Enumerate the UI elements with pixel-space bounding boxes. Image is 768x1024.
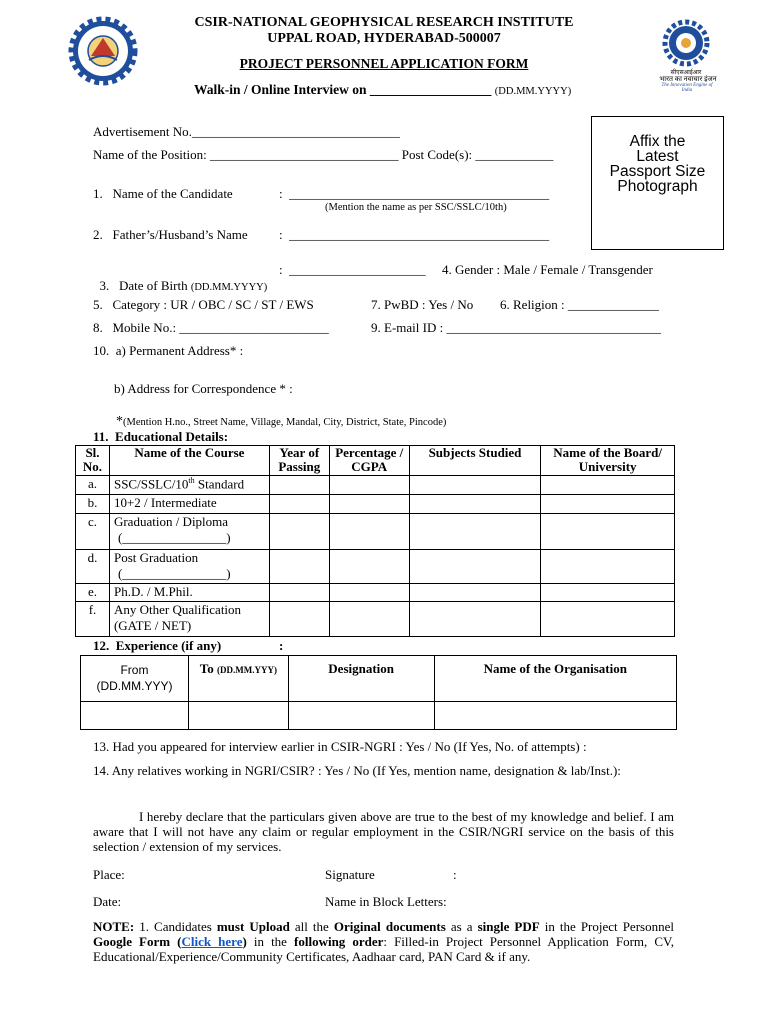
question-14[interactable]: 14. Any relatives working in NGRI/CSIR? : Yes / No (If Yes, mention name, designation & lab/Inst.): [93,763,621,778]
year-cell[interactable] [269,584,329,602]
pct-cell[interactable] [329,584,409,602]
question-13[interactable]: 13. Had you appeared for interview earlier in CSIR-NGRI : Yes / No (If Yes, No. of attempts) : [93,739,587,754]
table-row [81,702,677,730]
position-field[interactable]: Name of the Position: _____________________________ Post Code(s): ____________ [93,147,554,162]
subj-cell[interactable] [409,550,541,584]
experience-colon: : [279,638,284,653]
subj-cell[interactable] [409,514,541,550]
signature-label: Signature [325,867,375,882]
gender-field[interactable]: 4. Gender : Male / Female / Transgender [442,262,653,277]
row-course: Ph.D. / M.Phil. [109,584,269,602]
row-sl: f. [76,602,110,637]
col-board: Name of the Board/ University [541,446,675,476]
row-sl: b. [76,495,110,514]
to-cell[interactable] [188,702,288,730]
table-row [76,584,675,602]
org-cell[interactable] [434,702,676,730]
address-note: *(Mention H.no., Street Name, Village, Mandal, City, District, State, Pincode) [116,414,447,429]
row-sl: e. [76,584,110,602]
category-field[interactable]: 5. Category : UR / OBC / SC / ST / EWS [93,297,314,312]
father-name-field[interactable]: : ________________________________________ [279,227,550,242]
note-text: NOTE: 1. Candidates must Upload all the Original documents as a single PDF in the Project Personnel Google Form (Click here) in the following order: Filled-in Project Personnel Application Form, CV, Educational/Experience/Community Certificates, Aadhaar card, PAN Card & if any. [93,919,674,964]
religion-field[interactable]: 6. Religion : ______________ [500,297,659,312]
board-cell[interactable] [541,584,675,602]
pct-cell[interactable] [329,476,409,495]
board-cell[interactable] [541,514,675,550]
dob-field[interactable]: : _____________________ [279,262,426,277]
table-row [76,514,675,550]
candidate-name-field[interactable]: : ________________________________________ [279,186,550,201]
father-name-label: 2. Father’s/Husband’s Name [93,227,248,242]
col-to: To (DD.MM.YYY) [188,656,288,702]
education-heading: 11. Educational Details: [93,429,229,444]
row-course: Post Graduation (________________) [109,550,269,584]
board-cell[interactable] [541,495,675,514]
pct-cell[interactable] [329,514,409,550]
date-label: Date: [93,894,122,909]
col-percentage: Percentage / CGPA [329,446,409,476]
col-year: Year of Passing [269,446,329,476]
declaration-text: I hereby declare that the particulars given above are true to the best of my knowledge and belief. I am aware that I will not have any claim or regular employment in the CSIR/NGRI service on the basis of this selection / extension of my services. [93,809,674,854]
walkin-label: Walk-in / Online Interview on __________________ [194,82,492,97]
table-row [76,550,675,584]
pct-cell[interactable] [329,495,409,514]
subj-cell[interactable] [409,602,541,637]
photo-line-3: Passport Size [609,163,706,180]
institute-name: CSIR-NATIONAL GEOPHYSICAL RESEARCH INSTITUTE [194,15,574,30]
education-table [75,445,675,637]
row-course: Any Other Qualification (GATE / NET) [109,602,269,637]
subj-cell[interactable] [409,495,541,514]
institute-address: UPPAL ROAD, HYDERABAD-500007 [267,31,501,46]
subj-cell[interactable] [409,476,541,495]
email-field[interactable]: 9. E-mail ID : _________________________________ [371,320,661,335]
year-cell[interactable] [269,495,329,514]
place-label: Place: [93,867,125,882]
row-sl: a. [76,476,110,495]
row-course: Graduation / Diploma (________________) [109,514,269,550]
walkin-line [194,82,571,98]
pct-cell[interactable] [329,602,409,637]
designation-cell[interactable] [288,702,434,730]
correspondence-address-label[interactable]: b) Address for Correspondence * : [114,381,293,396]
advertisement-field[interactable]: Advertisement No.________________________________ [93,124,400,139]
subj-cell[interactable] [409,584,541,602]
block-letters-label: Name in Block Letters: [325,894,447,909]
from-cell[interactable] [81,702,189,730]
mobile-field[interactable]: 8. Mobile No.: _______________________ [93,320,329,335]
pct-cell[interactable] [329,550,409,584]
col-from: From (DD.MM.YYY) [81,656,189,702]
year-cell[interactable] [269,602,329,637]
year-cell[interactable] [269,514,329,550]
row-sl: c. [76,514,110,550]
csir-logo-tagline: The Innovation Engine of India [661,83,713,93]
photo-box [591,116,724,250]
csir-logo-hindi: भारत का नवाचार इंजन [659,75,717,83]
table-row [76,476,675,495]
table-row [76,495,675,514]
board-cell[interactable] [541,476,675,495]
candidate-name-label: 1. Name of the Candidate [93,186,233,201]
signature-colon: : [453,867,457,882]
csir-logo-hindi-top: सीएसआईआर [670,70,702,76]
row-course: SSC/SSLC/10th Standard [109,476,269,495]
photo-line-4: Photograph [617,178,698,195]
dob-label: 3. Date of Birth (DD.MM.YYYY) [99,278,268,293]
pwbd-field[interactable]: 7. PwBD : Yes / No [371,297,474,312]
google-form-link[interactable]: Click here [181,934,243,949]
col-organisation: Name of the Organisation [434,656,676,702]
board-cell[interactable] [541,550,675,584]
walkin-format: (DD.MM.YYYY) [494,86,572,97]
col-designation: Designation [288,656,434,702]
year-cell[interactable] [269,476,329,495]
experience-heading: 12. Experience (if any) [93,638,222,653]
col-subjects: Subjects Studied [409,446,541,476]
col-course: Name of the Course [109,446,269,476]
board-cell[interactable] [541,602,675,637]
form-title: PROJECT PERSONNEL APPLICATION FORM [239,56,529,71]
col-sl-no: Sl. No. [76,446,110,476]
candidate-name-note: (Mention the name as per SSC/SSLC/10th) [325,202,507,213]
photo-line-2: Latest [636,148,679,165]
photo-line-1: Affix the [629,133,686,150]
experience-table [80,655,677,730]
row-course: 10+2 / Intermediate [109,495,269,514]
table-row [76,602,675,637]
year-cell[interactable] [269,550,329,584]
row-sl: d. [76,550,110,584]
permanent-address-label[interactable]: 10. a) Permanent Address* : [93,343,244,358]
